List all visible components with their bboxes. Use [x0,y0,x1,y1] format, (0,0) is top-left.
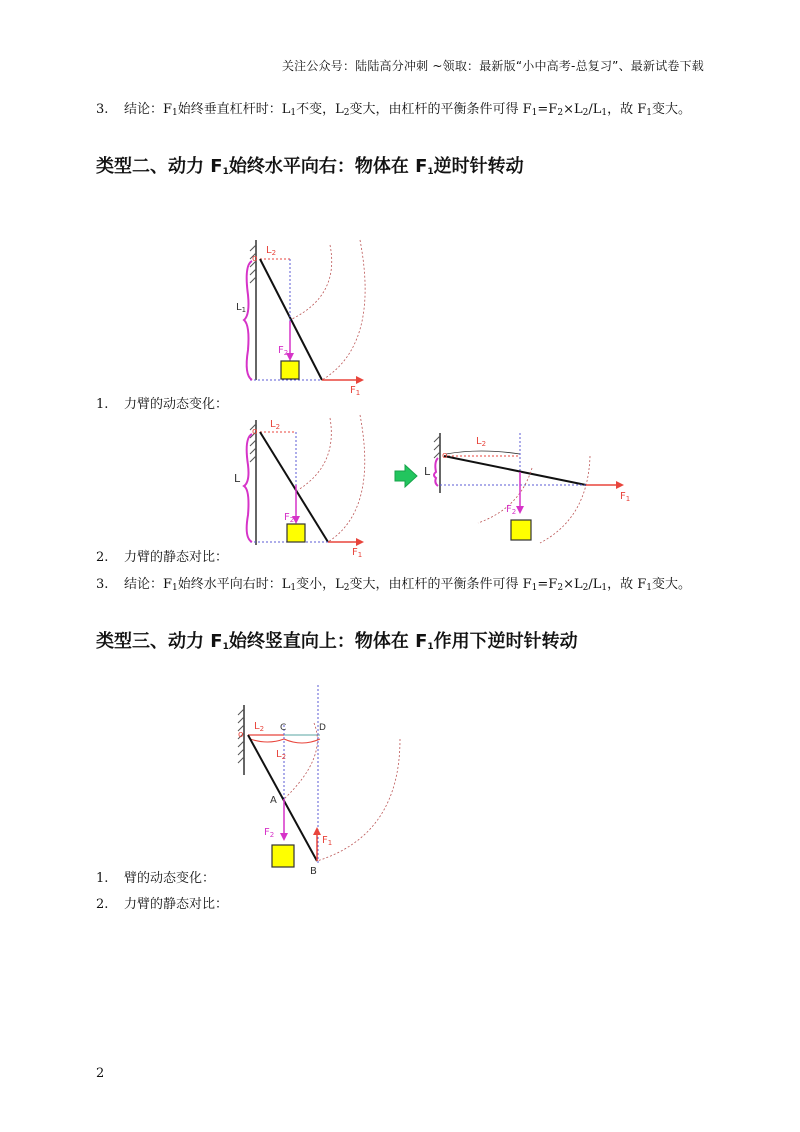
item-text: 力臂的静态对比： [124,550,229,565]
point-a-label: A [270,795,277,806]
weight-box [281,361,299,379]
l2-label: $L_2$ [266,245,277,257]
text: 始终水平向右时：L [177,577,291,592]
text: ，故 F [607,577,647,592]
sub: 1 [427,642,434,652]
section3-item1 [96,867,215,886]
l2-brace [446,451,520,454]
sub: 2 [343,108,350,118]
text: 不变，L [296,102,344,117]
arc-inner [478,468,532,523]
heading-text: 类型三、动力 F [96,631,223,652]
lever-figure-vertical-dynamic [228,685,408,875]
text: ×L [563,102,583,117]
l1-brace [244,261,252,380]
section1-conclusion [96,98,691,118]
heading-text: 逆时针转动 [433,156,524,177]
f1-arrowhead [356,538,364,546]
f1-arrowhead [313,827,321,835]
sub: 1 [601,583,608,593]
l2-label: $L_2$ [270,419,281,431]
sub: 1 [427,167,434,177]
f1-arrowhead [616,481,624,489]
point-b-label: B [310,866,317,875]
f1-label: $F_1$ [350,385,361,395]
lever-figure-horizontal-static-a [230,410,380,560]
text: 始终垂直杠杆时：L [177,102,291,117]
sub: 1 [172,583,178,593]
sub: 2 [582,108,589,118]
sub: 1 [531,108,538,118]
sub: 2 [343,583,350,593]
sub: 1 [222,642,229,652]
text: /L [588,102,602,117]
sub: 2 [557,583,564,593]
sub: 1 [290,583,297,593]
arc-inner [292,245,332,319]
f1-arrowhead [356,376,364,384]
section2-item1 [96,393,228,412]
heading-text: 类型二、动力 F [96,156,223,177]
lever-figure-horizontal-static-b [420,428,640,548]
heading-text: 始终竖直向上：物体在 F [228,631,428,652]
text: ，故 F [607,102,647,117]
arc-inner [298,418,331,490]
text: 变大。 [651,102,691,117]
text: 结论：F [124,102,173,117]
f2-arrowhead [280,833,288,841]
text: 变大。 [651,577,691,592]
l1-label: L [424,465,431,478]
wall-hatch [434,436,440,458]
section2-item2 [96,546,228,565]
pivot-label: o [252,427,258,437]
page-header: 关注公众号：陆陆高分冲刺 ~领取：最新版“小中高考-总复习”、最新试卷下载 [281,59,704,73]
section2-heading [96,152,524,178]
heading-text: 作用下逆时针转动 [433,631,578,652]
weight-box [272,845,294,867]
weight-box [511,520,531,540]
sub: 1 [172,108,178,118]
l2b-label: $L_2$ [276,749,287,761]
text: ×L [563,577,583,592]
text: 变大，由杠杆的平衡条件可得 F [349,102,532,117]
l2-label: $L_2$ [476,436,487,448]
pivot-label: o [238,730,244,740]
sub: 2 [557,108,564,118]
item-number: 3. [96,577,109,592]
weight-box [287,524,305,542]
f2-arrowhead [516,506,524,514]
text: 变大，由杠杆的平衡条件可得 F [349,577,532,592]
l1-brace [244,434,252,542]
text: =F [537,102,558,117]
sub: 1 [646,583,652,593]
f2-label: $F_2$ [284,512,295,524]
sub: 1 [290,108,297,118]
text: /L [588,577,602,592]
l1-brace [434,458,438,486]
f1-label: $F_1$ [322,835,333,847]
l1-label: $L_1$ [236,302,247,314]
sub: 1 [222,167,229,177]
lever-figure-horizontal-dynamic [230,235,380,395]
heading-text: 始终水平向右：物体在 F [228,156,428,177]
item-text: 力臂的动态变化： [124,397,229,412]
l1-label: L [234,472,241,485]
arc-outer [540,456,590,543]
arc-outer [322,240,365,380]
point-c-label: C [280,723,287,733]
item-number: 2. [96,550,109,565]
sub: 1 [646,108,652,118]
item-number: 2. [96,897,109,912]
page-number: 2 [96,1066,105,1081]
green-arrow-icon [393,463,419,489]
section2-conclusion [96,573,691,593]
l2-label: $L_2$ [254,721,265,733]
pivot-label: o [442,451,448,461]
sub: 2 [582,583,589,593]
text: 变小，L [296,577,344,592]
section3-heading [96,627,578,653]
text: 结论：F [124,577,173,592]
f1-label: $F_1$ [352,547,363,559]
lever-rod [444,456,586,485]
f2-label: $F_2$ [506,504,517,516]
arc-outer [328,415,365,542]
item-text: 臂的动态变化： [124,871,216,886]
item-number: 3. [96,102,109,117]
point-d-label: D [319,723,326,733]
section3-item2 [96,893,228,912]
f2-label: $F_2$ [278,345,289,357]
item-number: 1. [96,871,109,886]
l2-brace-red [250,739,284,742]
l2-brace-red-2 [284,739,320,743]
sub: 1 [531,583,538,593]
pivot-label: o [252,254,258,264]
item-text: 力臂的静态对比： [124,897,229,912]
f1-label: $F_1$ [620,491,631,503]
sub: 1 [601,108,608,118]
wall-hatch [250,245,256,283]
item-number: 1. [96,397,109,412]
text: =F [537,577,558,592]
f2-label: $F_2$ [264,827,275,839]
